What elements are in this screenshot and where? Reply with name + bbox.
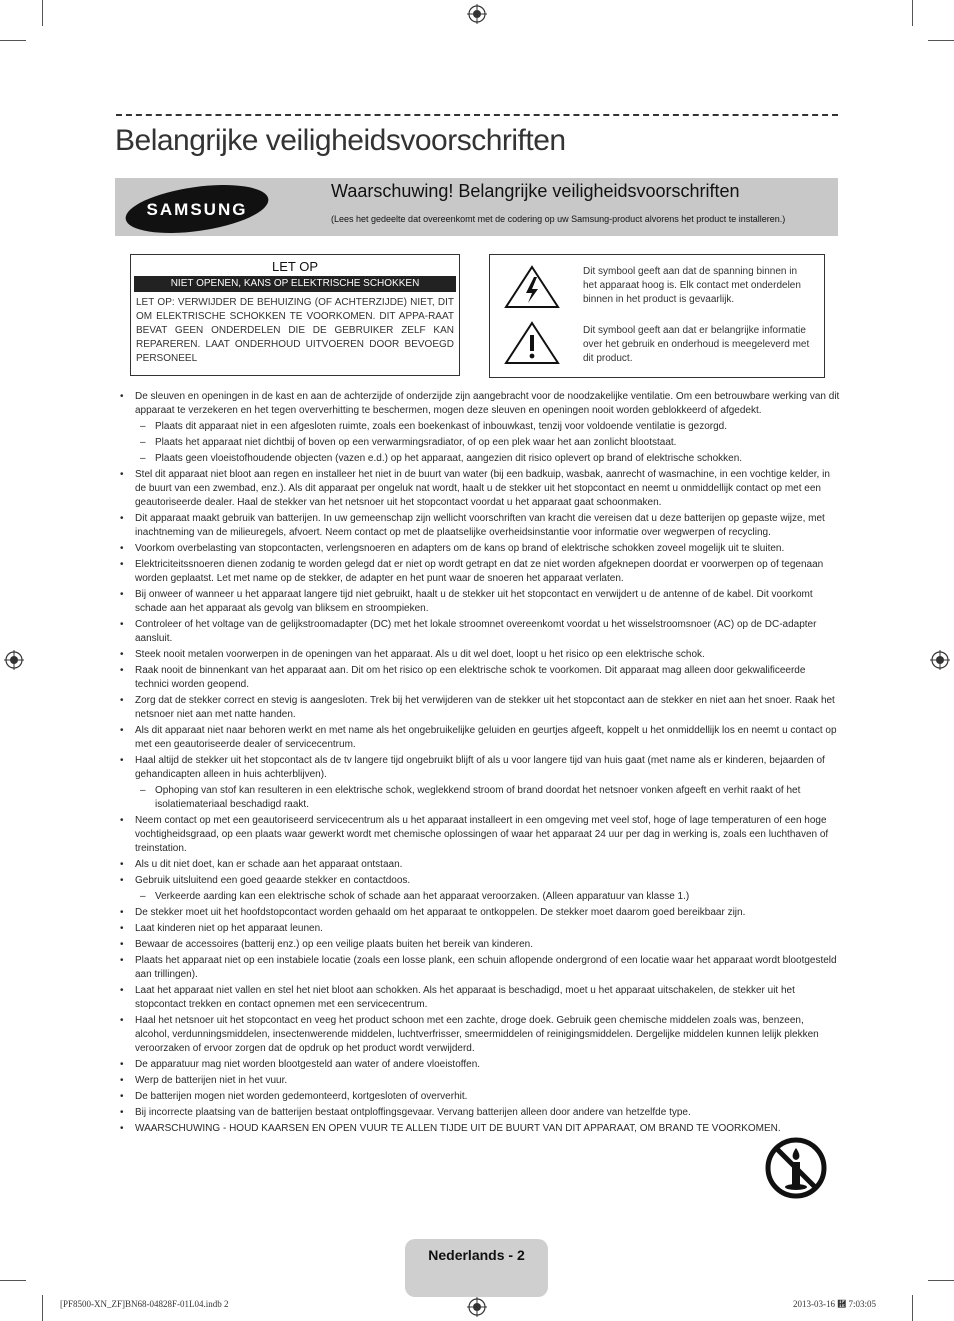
list-item <box>120 1122 840 1136</box>
bullet-marker: • <box>120 619 124 630</box>
list-item <box>120 542 840 556</box>
crop-mark <box>912 0 913 26</box>
list-item <box>120 1058 840 1072</box>
bullet-marker: • <box>120 1091 124 1102</box>
list-item <box>120 664 840 692</box>
list-item-text: De apparatuur mag niet worden blootgesteld aan water of andere vloeistoffen. <box>135 1059 481 1070</box>
crop-mark <box>912 1295 913 1321</box>
bullet-marker: • <box>120 955 124 966</box>
list-item-text: Voorkom overbelasting van stopcontacten, verlengsnoeren en adapters om de kans op brand of elektrische schokken zoveel mogelijk uit te sluiten. <box>135 543 785 554</box>
list-item <box>120 954 840 982</box>
bullet-marker: • <box>120 469 124 480</box>
list-item-text: Als dit apparaat niet naar behoren werkt en met name als het ongebruikelijke geluiden en geurtjes afgeeft, koppelt u het onmiddellijk los en neemt u contact op met een geautoriseerde dealer of servicecentrum. <box>135 725 837 750</box>
no-candle-icon <box>764 1136 828 1200</box>
list-item <box>120 814 840 856</box>
dash-marker: – <box>140 421 146 432</box>
bullet-marker: • <box>120 695 124 706</box>
bullet-marker: • <box>120 559 124 570</box>
symbol-text-voltage: Dit symbool geeft aan dat de spanning binnen in het apparaat hoog is. Elk contact met onderdelen binnen in het product is gevaarlijk. <box>583 266 801 305</box>
exclamation-icon <box>504 321 560 365</box>
list-item-text: Verkeerde aarding kan een elektrische schok of schade aan het apparaat veroorzaken. (Alleen apparatuur van klasse 1.) <box>155 891 690 902</box>
dash-marker: – <box>140 437 146 448</box>
bullet-marker: • <box>120 1075 124 1086</box>
registration-mark-icon <box>467 4 487 24</box>
list-item-text: Controleer of het voltage van de gelijkstroomadapter (DC) met het lokale stroomnet overeenkomt voordat u het wisselstroomsnoer (AC) op de DC-adapter aansluit. <box>135 619 817 644</box>
list-item-text: Plaats het apparaat niet op een instabiele locatie (zoals een losse plank, een schuin aflopende ondergrond of een locatie waar het apparaat wordt blootgesteld aan trillingen). <box>135 955 837 980</box>
list-item <box>120 390 840 418</box>
sub-list-item <box>120 890 840 904</box>
bullet-marker: • <box>120 875 124 886</box>
warning-banner <box>115 178 838 236</box>
list-item-text: Laat het apparaat niet vallen en stel het niet bloot aan schokken. Als het apparaat is beschadigd, moet u het apparaat uitschakelen, de stekker uit het stopcontact trekken en contact opnemen met een servicecentrum. <box>135 985 795 1010</box>
list-item <box>120 984 840 1012</box>
title-rule <box>116 114 838 116</box>
list-item-text: Ophoping van stof kan resulteren in een elektrische schok, weglekkend stroom of brand doordat het netsnoer vonken afgeeft en verhit raakt of het isolatiemateriaal beschadigd raakt. <box>155 785 801 810</box>
list-item-text: De stekker moet uit het hoofdstopcontact worden gehaald om het apparaat te ontkoppelen. De stekker moet daarom goed bereikbaar zijn. <box>135 907 746 918</box>
banner-title: Waarschuwing! Belangrijke veiligheidsvoorschriften <box>331 181 740 201</box>
list-item-text: Werp de batterijen niet in het vuur. <box>135 1075 288 1086</box>
sub-list-item <box>120 420 840 434</box>
caution-heading: LET OP <box>271 259 318 274</box>
bullet-marker: • <box>120 1123 124 1134</box>
bullet-marker: • <box>120 859 124 870</box>
bullet-marker: • <box>120 1107 124 1118</box>
dash-marker: – <box>140 453 146 464</box>
list-item <box>120 1106 840 1120</box>
registration-mark-icon <box>930 650 950 670</box>
caution-box <box>130 254 460 376</box>
list-item-text: Haal het netsnoer uit het stopcontact en veeg het product schoon met een zachte, droge doek. Gebruik geen chemische middelen zoals was, benzeen, alcohol, verdunningsmiddelen, insectenwerende middelen, luchtverfrisser, smeermiddelen of reinigingsmiddelen. Dergelijke middelen kunnen lelijk plekken veroorzaken of ervoor zorgen dat de opdruk op het product wordt verwijderd. <box>135 1015 819 1054</box>
list-item <box>120 724 840 752</box>
list-item-text: Raak nooit de binnenkant van het apparaat aan. Dit om het risico op een elektrische schok te voorkomen. Dit apparaat mag alleen door gekwalificeerde technici worden geopend. <box>135 665 806 690</box>
list-item-text: Bij onweer of wanneer u het apparaat langere tijd niet gebruikt, haalt u de stekker uit het stopcontact en verwijdert u de antenne of de kabel. Dit voorkomt schade aan het apparaat als gevolg van bliksem en stroompieken. <box>135 589 813 614</box>
list-item <box>120 874 840 888</box>
list-item-text: Steek nooit metalen voorwerpen in de openingen van het apparaat. Als u dit wel doet, loopt u het risico op een elektrische schok. <box>135 649 705 660</box>
caution-body: LET OP: VERWIJDER DE BEHUIZING (OF ACHTERZIJDE) NIET, DIT OM ELEKTRISCHE SCHOKKEN TE VOORKOMEN. DIT APPA-RAAT BEVAT GEEN ONDERDELEN DIE DE GEBRUIKER ZELF KAN REPAREREN. LAAT ONDERHOUD UITVOEREN DOOR BEVOEGD PERSONEEL <box>136 297 454 364</box>
crop-mark <box>0 1280 26 1281</box>
banner-subtitle: (Lees het gedeelte dat overeenkomt met de codering op uw Samsung-product alvorens het product te installeren.) <box>331 214 786 224</box>
crop-mark <box>42 0 43 26</box>
list-item-text: Als u dit niet doet, kan er schade aan het apparaat ontstaan. <box>135 859 403 870</box>
list-item-text: De batterijen mogen niet worden gedemonteerd, kortgesloten of oververhit. <box>135 1091 468 1102</box>
sub-list-item <box>120 436 840 450</box>
footer-file: [PF8500-XN_ZF]BN68-04828F-01L04.indb 2 <box>60 1299 229 1309</box>
list-item <box>120 922 840 936</box>
list-item-text: Bewaar de accessoires (batterij enz.) op een veilige plaats buiten het bereik van kinderen. <box>135 939 534 950</box>
bullet-marker: • <box>120 815 124 826</box>
list-item-text: Haal altijd de stekker uit het stopcontact als de tv langere tijd ongebruikt blijft of als u voor langere tijd van huis gaat (met name als er kinderen, bejaarden of gehandicapten alleen in huis achterblijven). <box>135 755 825 780</box>
high-voltage-icon <box>504 265 560 309</box>
list-item-text: Bij incorrecte plaatsing van de batterijen bestaat ontploffingsgevaar. Vervang batterijen alleen door andere van hetzelfde type. <box>135 1107 691 1118</box>
list-item-text: Neem contact op met een geautoriseerd servicecentrum als u het apparaat installeert in een omgeving met veel stof, hoge of lage temperaturen of een hoge vochtigheidsgraad, op een plaats waar gewerkt wordt met chemische oplossingen of waar het apparaat 24 uur per dag in werking is, zoals een luchthaven of treinstation. <box>135 815 829 854</box>
samsung-logo <box>123 183 271 235</box>
page-title: Belangrijke veiligheidsvoorschriften <box>115 124 566 157</box>
sub-list-item <box>120 452 840 466</box>
crop-mark <box>928 40 954 41</box>
bullet-marker: • <box>120 985 124 996</box>
page-number-tab <box>405 1239 548 1297</box>
crop-mark <box>928 1280 954 1281</box>
bullet-marker: • <box>120 939 124 950</box>
list-item <box>120 468 840 510</box>
registration-mark-icon <box>4 650 24 670</box>
list-item-text: Plaats het apparaat niet dichtbij of boven op een verwarmingsradiator, of op een plek waar het aan zonlicht blootstaat. <box>155 437 677 448</box>
list-item-text: Stel dit apparaat niet bloot aan regen en installeer het niet in de buurt van water (bij een badkuip, wasbak, aanrecht of wasmachine, in een vochtige kelder, in de buurt van een zwembad, enz.). Als dit apparaat per ongeluk nat wordt, haalt u de stekker uit het stopcontact en neemt u onmiddellijk contact op met een geautoriseerde dealer. Haal de stekker van het netsnoer uit het stopcontact voordat u het apparaat gaat schoonmaken. <box>135 469 830 508</box>
bullet-marker: • <box>120 391 124 402</box>
list-item <box>120 1074 840 1088</box>
list-item <box>120 694 840 722</box>
bullet-marker: • <box>120 543 124 554</box>
list-item <box>120 512 840 540</box>
list-item-text: Elektriciteitssnoeren dienen zodanig te worden gelegd dat er niet op wordt getrapt en dat ze niet worden afgeknepen doordat er voorwerpen op of tegenaan worden geplaatst. Let met name op de stekker, de adapter en het punt waar de snoeren het apparaat verlaten. <box>135 559 824 584</box>
list-item <box>120 648 840 662</box>
bullet-marker: • <box>120 665 124 676</box>
dash-marker: – <box>140 785 146 796</box>
safety-list <box>120 390 840 1138</box>
dash-marker: – <box>140 891 146 902</box>
bullet-marker: • <box>120 649 124 660</box>
sub-list-item <box>120 784 840 812</box>
bullet-marker: • <box>120 513 124 524</box>
list-item <box>120 558 840 586</box>
svg-text:SAMSUNG: SAMSUNG <box>146 200 248 219</box>
list-item <box>120 858 840 872</box>
symbol-box <box>489 254 825 378</box>
bullet-marker: • <box>120 589 124 600</box>
list-item-text: WAARSCHUWING - HOUD KAARSEN EN OPEN VUUR TE ALLEN TIJDE UIT DE BUURT VAN DIT APPARAAT, OM BRAND TE VOORKOMEN. <box>135 1123 781 1134</box>
list-item <box>120 938 840 952</box>
list-item <box>120 1014 840 1056</box>
list-item <box>120 906 840 920</box>
bullet-marker: • <box>120 1015 124 1026</box>
symbol-text-exclamation: Dit symbool geeft aan dat er belangrijke informatie over het gebruik en onderhoud is meegeleverd met dit product. <box>583 325 810 364</box>
list-item-text: Plaats geen vloeistofhoudende objecten (vazen e.d.) op het apparaat, aangezien dit risico oplevert op brand of elektrische schokken. <box>155 453 743 464</box>
list-item <box>120 618 840 646</box>
list-item-text: Gebruik uitsluitend een goed geaarde stekker en contactdoos. <box>135 875 411 886</box>
list-item-text: De sleuven en openingen in de kast en aan de achterzijde of onderzijde zijn aangebracht voor de noodzakelijke ventilatie. Om een betrouwbare werking van dit apparaat te verzekeren en het tegen oververhitting te beschermen, mogen deze sleuven en openingen nooit worden geblokkeerd of afgedekt. <box>135 391 840 416</box>
list-item-text: Dit apparaat maakt gebruik van batterijen. In uw gemeenschap zijn wellicht voorschriften van kracht die vereisen dat u deze batterijen op gepaste wijze, met inachtneming van de milieuregels, afvoert. Neem contact op met de plaatselijke overheidsinstantie voor informatie over wegwerpen of recycling. <box>135 513 825 538</box>
page-label: Nederlands - 2 <box>428 1247 525 1263</box>
bullet-marker: • <box>120 1059 124 1070</box>
footer-timestamp: 2013-03-16 ἞ 7:03:05 <box>793 1299 876 1309</box>
bullet-marker: • <box>120 907 124 918</box>
crop-mark <box>0 40 26 41</box>
list-item-text: Plaats dit apparaat niet in een afgesloten ruimte, zoals een boekenkast of inbouwkast, tenzij voor voldoende ventilatie is gezorgd. <box>155 421 728 432</box>
list-item-text: Zorg dat de stekker correct en stevig is aangesloten. Trek bij het verwijderen van de stekker uit het stopcontact aan de stekker en niet aan het snoer. Raak het netsnoer niet aan met natte handen. <box>135 695 835 720</box>
bullet-marker: • <box>120 755 124 766</box>
registration-mark-icon <box>467 1297 487 1317</box>
crop-mark <box>42 1295 43 1321</box>
caution-bar: NIET OPENEN, KANS OP ELEKTRISCHE SCHOKKEN <box>134 276 456 292</box>
bullet-marker: • <box>120 725 124 736</box>
list-item <box>120 1090 840 1104</box>
list-item <box>120 588 840 616</box>
bullet-marker: • <box>120 923 124 934</box>
list-item <box>120 754 840 782</box>
list-item-text: Laat kinderen niet op het apparaat leunen. <box>135 923 323 934</box>
